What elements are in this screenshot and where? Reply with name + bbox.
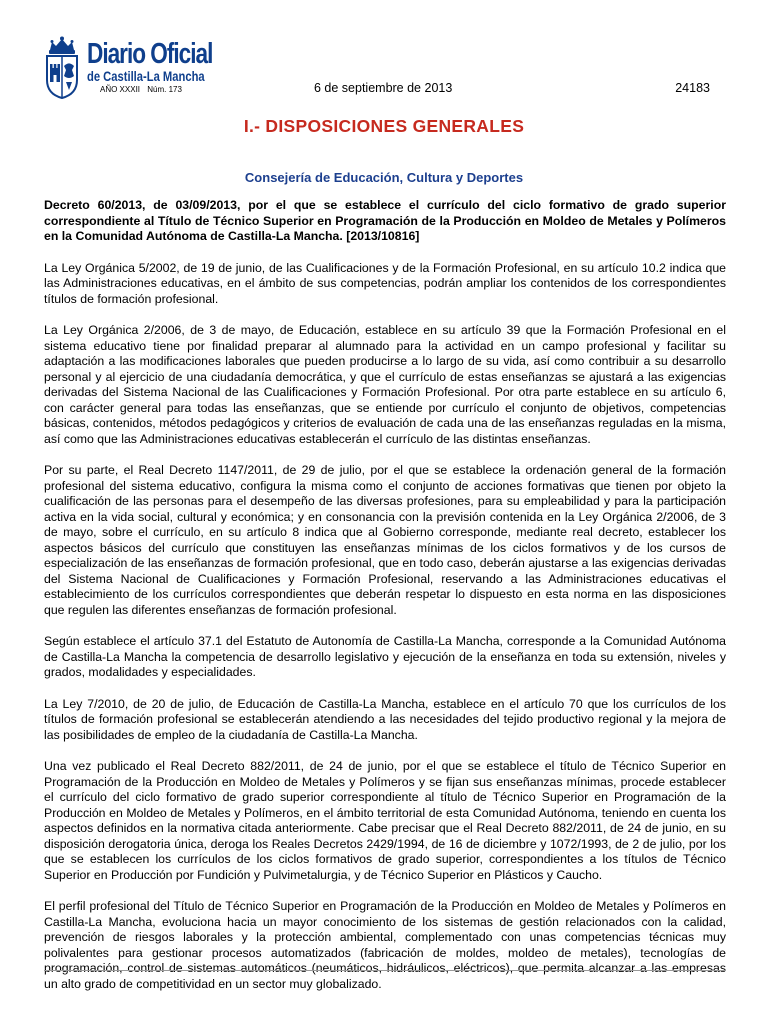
masthead — [42, 36, 730, 100]
decree-title: Decreto 60/2013, de 03/09/2013, por el que se establece el currículo del ciclo formativo de grado superior correspondiente al Título de Técnico Superior en Programación de la Producción en Moldeo de Metales y Polímeros en la Comunidad Autónoma de Castilla-La Mancha. [2013/10816] — [44, 198, 726, 243]
section-title: I.- DISPOSICIONES GENERALES — [243, 116, 525, 136]
paragraph: El perfil profesional del Título de Técnico Superior en Programación de la Producción en Moldeo de Metales y Polímeros en Castilla-La Mancha, evoluciona hacia un mayor conocimiento de los sistemas de gestión relacionados con la calidad, prevención de riesgos laborales y la protección ambiental, complementado con unas competencias técnicas muy polivalentes para gestionar procesos automatizados (fabricación de moldes, moldeo de metales), tecnologías de programación, control de sistemas automáticos (neumáticos, hidráulicos, eléctricos), que permita alcanzar a las empresas un alto grado de competitividad en un sector muy globalizado. — [44, 899, 726, 991]
page-number: 24183 — [675, 81, 710, 95]
masthead-title: Diario Oficial — [87, 38, 213, 70]
paragraph: Una vez publicado el Real Decreto 882/2011, de 24 de junio, por el que se establece el título de Técnico Superior en Programación de la Producción en Moldeo de Metales y Polímeros y se fijan sus enseñanzas mínimas, procede establecer el currículo del ciclo formativo de grado superior correspondiente al título de Técnico Superior en Programación de la Producción en Moldeo de Metales y Polímeros, en el ámbito territorial de esta Comunidad Autónoma, teniendo en cuenta los aspectos definidos en la normativa citada anteriormente. Cabe precisar que el Real Decreto 882/2011, de 24 de junio, en su disposición derogatoria única, deroga los Reales Decretos 2429/1994, de 16 de diciembre y 1072/1993, de 2 de julio, por los que se establecen los currículos de los ciclos formativos de grado superior, correspondientes a los títulos de Técnico Superior en Producción por Fundición y Pulvimetalurgia, y de Técnico Superior en Plásticos y Caucho. — [44, 759, 726, 882]
masthead-subtitle: de Castilla-La Mancha — [87, 68, 205, 84]
footer-divider — [44, 970, 726, 971]
document-body — [44, 198, 726, 1008]
ministry-heading: Consejería de Educación, Cultura y Deportes — [244, 170, 524, 185]
paragraph: La Ley 7/2010, de 20 de julio, de Educación de Castilla-La Mancha, establece en el artículo 70 que los currículos de los títulos de formación profesional se establecerán atendiendo a las necesidades del tejido productivo regional y la mejora de las posibilidades de empleo de la ciudadanía de Castilla-La Mancha. — [44, 696, 726, 742]
paragraph: Según establece el artículo 37.1 del Estatuto de Autonomía de Castilla-La Mancha, corresponde a la Comunidad Autónoma de Castilla-La Mancha la competencia de desarrollo legislativo y ejecución de la enseñanza en toda su extensión, niveles y grados, modalidades y especialidades. — [44, 634, 726, 679]
publication-date: 6 de septiembre de 2013 — [314, 81, 453, 95]
coat-of-arms-icon — [42, 36, 82, 100]
issue-line — [100, 85, 187, 95]
issue-number: Núm. 173 — [147, 85, 182, 94]
year-label: AÑO XXXII — [100, 85, 141, 94]
paragraph: La Ley Orgánica 5/2002, de 19 de junio, de las Cualificaciones y de la Formación Profesional, en su artículo 10.2 indica que las Administraciones educativas, en el ámbito de sus competencias, podrán ampliar los contenidos de los correspondientes títulos de formación profesional. — [44, 260, 726, 306]
paragraph: La Ley Orgánica 2/2006, de 3 de mayo, de Educación, establece en su artículo 39 que la Formación Profesional en el sistema educativo tiene por finalidad preparar al alumnado para la actividad en un campo profesional y facilitar su adaptación a las modificaciones laborales que pueden producirse a lo largo de su vida, así como contribuir a su desarrollo personal y al ejercicio de una ciudadanía democrática, y que el currículo de estas enseñanzas se ajustará a las exigencias derivadas del Sistema Nacional de las Cualificaciones y Formación Profesional. Por otra parte establece en su artículo 6, con carácter general para todas las enseñanzas, que se entiende por currículo el conjunto de objetivos, competencias básicas, contenidos, métodos pedagógicos y criterios de evaluación de cada una de las enseñanzas reguladas en la misma, así como que las Administraciones educativas establecerán el currículo de las distintas enseñanzas. — [44, 323, 726, 446]
paragraph: Por su parte, el Real Decreto 1147/2011, de 29 de julio, por el que se establece la ordenación general de la formación profesional del sistema educativo, configura la misma como el conjunto de acciones formativas que tienen por objeto la cualificación de las personas para el desempeño de las diversas profesiones, para su empleabilidad y para la participación activa en la vida social, cultural y económica; y en consonancia con la previsión contenida en la Ley Orgánica 2/2006, de 3 de mayo, sobre el currículo, en su artículo 8 indica que al Gobierno corresponde, mediante real decreto, establecer los aspectos básicos del currículo que constituyen las enseñanzas mínimas de los ciclos formativos y de los cursos de especialización de las enseñanzas de formación profesional, que en todo caso, deberán ajustarse a las exigencias derivadas del Sistema Nacional de Cualificaciones y Formación Profesional, reservando a las Administraciones educativas el establecimiento de los currículos correspondientes que deberán respetar lo dispuesto en esta norma en las disposiciones que regulen las diferentes enseñanzas de formación profesional. — [44, 463, 726, 617]
